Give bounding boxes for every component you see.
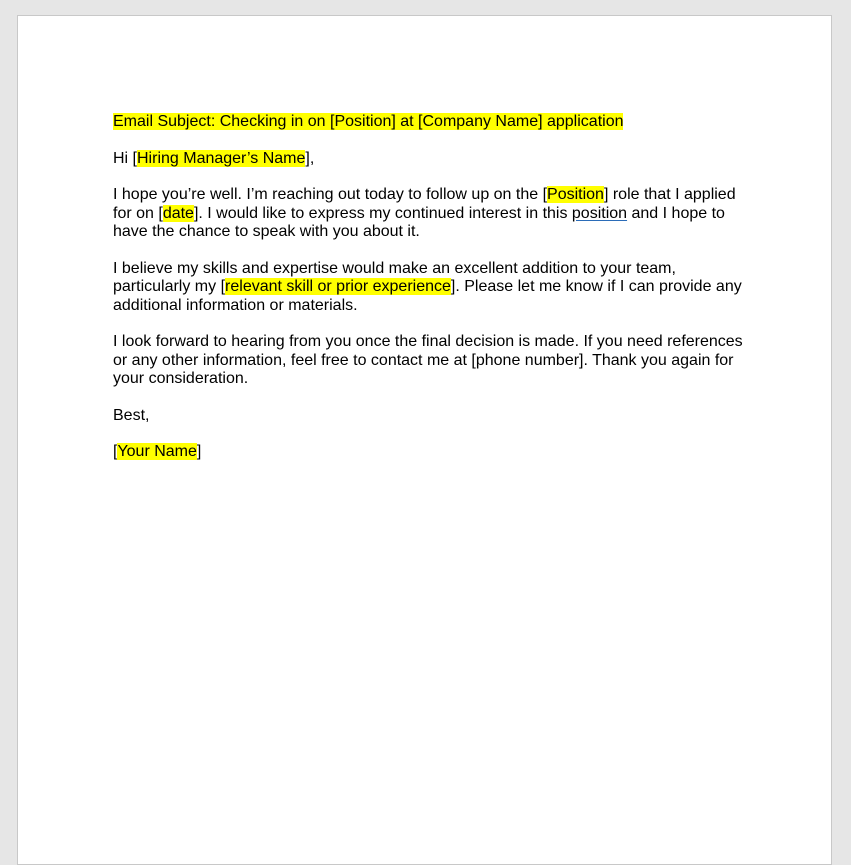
paragraph-closing: I look forward to hearing from you once the final decision is made. If you need references or any other information, feel free to contact me at [phone number]. Thank you again for your consideration.	[113, 333, 743, 387]
sign-off: Best,	[113, 406, 150, 424]
hiring-manager-placeholder: Hiring Manager’s Name	[137, 149, 306, 167]
greeting	[113, 150, 753, 169]
p1-text-3: ]. I would like to express my continued interest in this	[193, 204, 572, 222]
document-page[interactable]	[17, 15, 832, 865]
signature-suffix: ]	[196, 443, 202, 460]
paragraph-skills	[113, 260, 753, 316]
email-subject	[113, 113, 753, 132]
p1-text-1: I hope you’re well. I’m reaching out today to follow up on the [	[113, 186, 548, 203]
p1-text-2: ] role that I applied for on [	[113, 186, 736, 222]
grammar-flagged-word[interactable]: position	[571, 204, 628, 222]
position-placeholder: Position	[547, 186, 604, 203]
subject-highlight: Email Subject: Checking in on [Position] at [Company Name] application	[113, 113, 624, 130]
document-body[interactable]	[113, 113, 753, 480]
greeting-suffix: ],	[305, 149, 315, 167]
signature-prefix: [	[113, 443, 118, 460]
p1-text-4: and I hope to have the chance to speak with you about it.	[113, 204, 725, 240]
date-placeholder: date	[162, 204, 194, 222]
paragraph-follow-up	[113, 186, 753, 242]
skill-placeholder: relevant skill or prior experience	[225, 278, 451, 295]
your-name-placeholder: Your Name	[117, 443, 197, 460]
p2-text-2: ]. Please let me know if I can provide any additional information or materials.	[113, 278, 742, 314]
signature	[113, 443, 753, 462]
greeting-prefix: Hi [	[113, 149, 137, 167]
p2-text-1: I believe my skills and expertise would make an excellent addition to your team, particularly my [	[113, 259, 676, 295]
